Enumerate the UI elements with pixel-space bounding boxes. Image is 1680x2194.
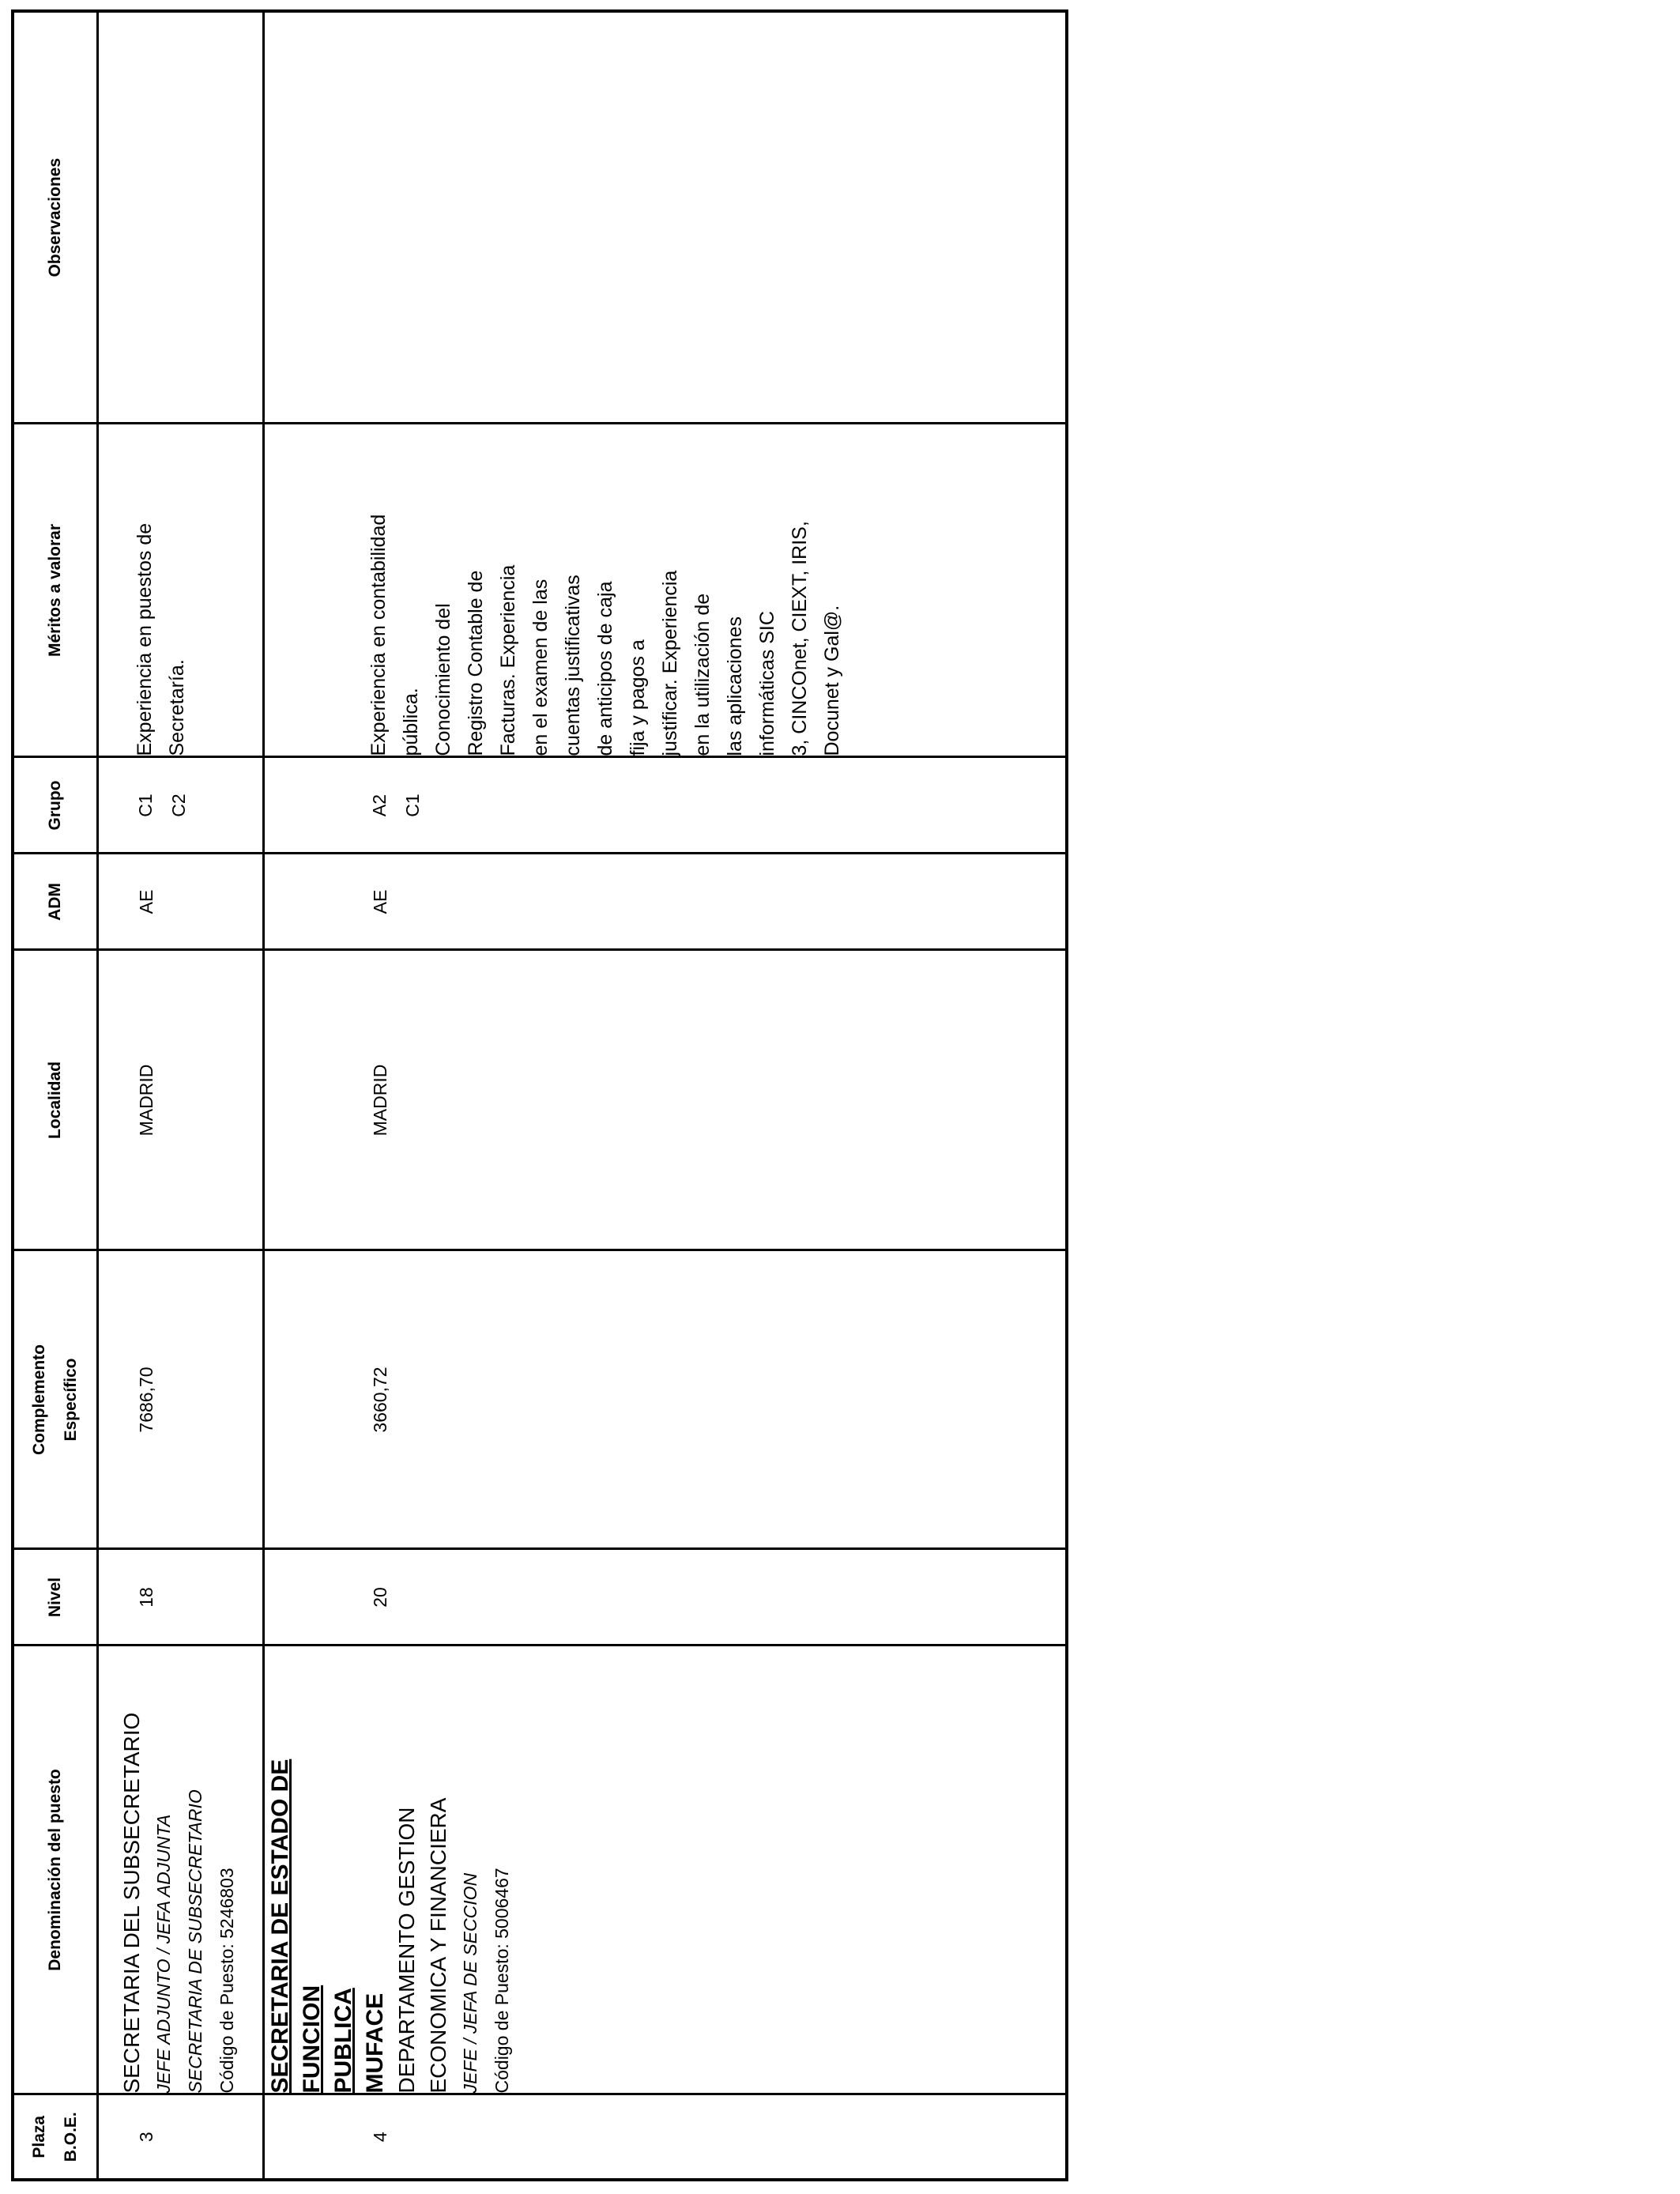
- meritos-line: en la utilización de: [691, 593, 714, 756]
- unit-name: DEPARTAMENTO GESTION: [394, 1807, 419, 2094]
- header-complemento-line2: Específico: [62, 1358, 80, 1442]
- adm-value: AE: [136, 889, 156, 914]
- localidad-cell: [264, 950, 1068, 1250]
- observaciones-cell: [264, 11, 1068, 424]
- denominacion-cell: [98, 1646, 264, 2094]
- observaciones-cell: [98, 11, 264, 424]
- meritos-line: las aplicaciones: [724, 616, 746, 756]
- meritos-line: fija y pagos a: [627, 639, 649, 756]
- header-plaza-line2: B.O.E.: [62, 2112, 80, 2162]
- meritos-line: 3, CINCOnet, CIEXT, IRIS,: [789, 521, 811, 756]
- subunit-name: SECRETARIA DE SUBSECRETARIO: [185, 1789, 205, 2094]
- meritos-line: cuentas justificativas: [562, 575, 584, 756]
- meritos-cell: [264, 424, 1068, 757]
- grupo-value: A2: [369, 794, 390, 817]
- adm-cell: [98, 854, 264, 950]
- unit-name: ECONOMICA Y FINANCIERA: [426, 1797, 450, 2094]
- meritos-line: Registro Contable de: [465, 570, 487, 756]
- complemento-value: 7686,70: [136, 1367, 156, 1433]
- puesto-name: JEFE / JEFA DE SECCION: [460, 1872, 480, 2094]
- meritos-line: justificar. Experiencia: [659, 570, 681, 756]
- header-complemento-line1: Complemento: [30, 1344, 49, 1456]
- grupo-cell: [264, 757, 1068, 854]
- nivel-cell: [264, 1549, 1068, 1646]
- codigo-puesto: Código de Puesto: 5246803: [217, 1868, 237, 2094]
- grupo-value: C2: [168, 794, 189, 817]
- localidad-value: MADRID: [370, 1064, 390, 1137]
- meritos-line: Conocimiento del: [432, 603, 454, 756]
- header-denominacion: Denominación del puesto: [13, 1646, 98, 2094]
- codigo-puesto: Código de Puesto: 5006467: [492, 1868, 512, 2094]
- localidad-value: MADRID: [136, 1064, 156, 1137]
- plaza-cell: [264, 2094, 1068, 2180]
- meritos-line: Docunet y Gal@.: [821, 605, 843, 756]
- meritos-cell: [98, 424, 264, 757]
- header-plaza-line1: Plaza: [30, 2115, 49, 2158]
- puesto-name: JEFE ADJUNTO / JEFA ADJUNTA: [153, 1814, 174, 2094]
- grupo-value: C1: [402, 794, 423, 817]
- grupo-value: C1: [135, 794, 156, 817]
- section-title: PUBLICA: [330, 1988, 356, 2094]
- plaza-cell: [98, 2094, 264, 2180]
- meritos-line: Facturas. Experiencia: [497, 564, 519, 756]
- adm-value: AE: [370, 889, 390, 914]
- header-meritos: Méritos a valorar: [13, 424, 98, 757]
- complemento-cell: [264, 1250, 1068, 1549]
- nivel-value: 18: [136, 1587, 156, 1608]
- meritos-line: Experiencia en puestos de: [134, 522, 156, 756]
- adm-cell: [264, 854, 1068, 950]
- table-row: [264, 11, 1068, 2180]
- localidad-cell: [98, 950, 264, 1250]
- nivel-value: 20: [370, 1587, 390, 1608]
- header-observaciones: Observaciones: [13, 11, 98, 424]
- header-complemento: [13, 1250, 98, 1549]
- vacancies-table: [11, 9, 1068, 2181]
- denominacion-cell: [264, 1646, 1068, 2094]
- meritos-line: informáticas SIC: [756, 611, 778, 756]
- meritos-line: en el examen de las: [529, 579, 552, 756]
- complemento-value: 3660,72: [370, 1367, 390, 1433]
- header-plaza: [13, 2094, 98, 2180]
- complemento-cell: [98, 1250, 264, 1549]
- grupo-cell: [98, 757, 264, 854]
- organism-name: MUFACE: [362, 1992, 388, 2094]
- plaza-number: 4: [370, 2132, 390, 2143]
- table-row: [98, 11, 264, 2180]
- header-nivel: Nivel: [13, 1549, 98, 1646]
- meritos-line: Secretaría.: [166, 659, 188, 756]
- section-title: SECRETARIA DE ESTADO DE FUNCION: [267, 1759, 325, 2094]
- header-grupo: Grupo: [13, 757, 98, 854]
- nivel-cell: [98, 1549, 264, 1646]
- header-row: [13, 11, 98, 2180]
- meritos-line: pública.: [400, 688, 422, 756]
- meritos-line: Experiencia en contabilidad: [367, 514, 390, 756]
- meritos-line: de anticipos de caja: [594, 581, 616, 756]
- unit-name: SECRETARIA DEL SUBSECRETARIO: [119, 1712, 144, 2094]
- plaza-number: 3: [136, 2132, 156, 2143]
- header-localidad: Localidad: [13, 950, 98, 1250]
- header-adm: ADM: [13, 854, 98, 950]
